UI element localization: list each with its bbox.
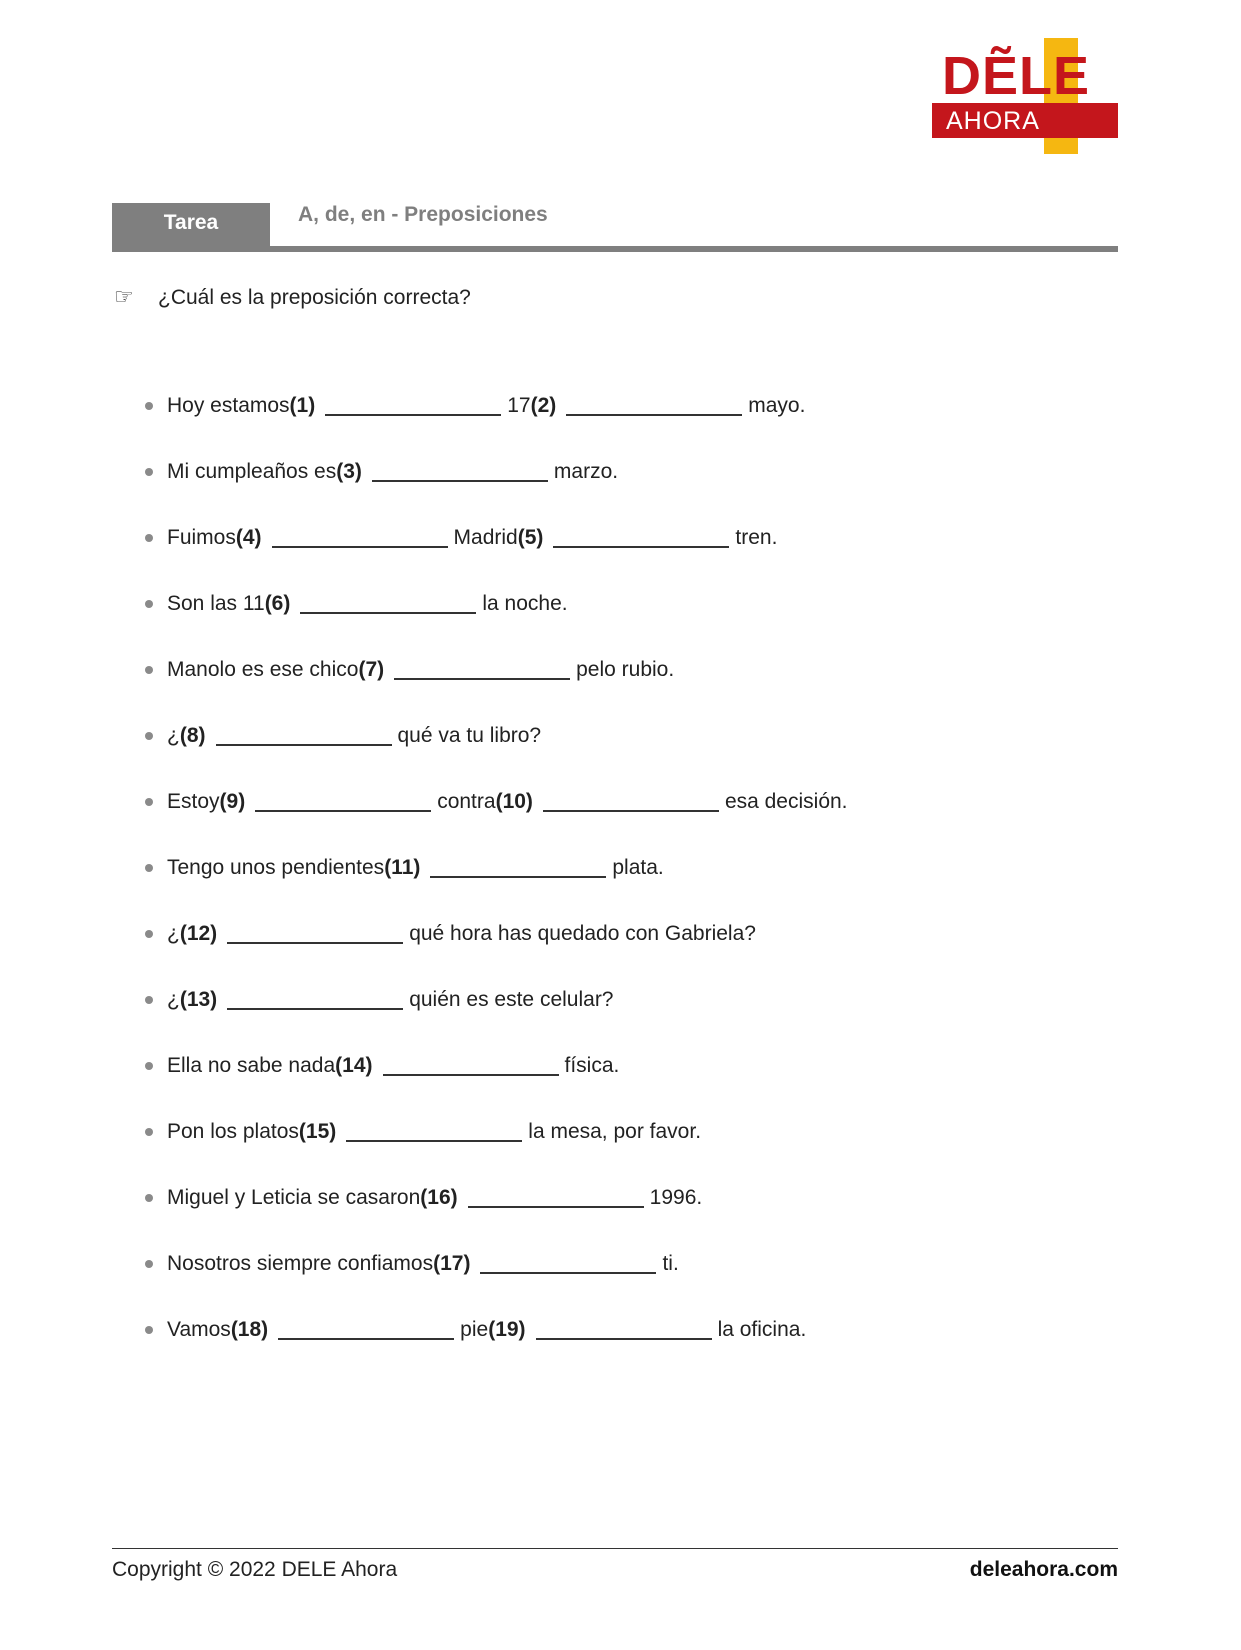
bullet-icon [145, 1062, 153, 1070]
exercise-text: Ella no sabe nada [167, 1054, 336, 1077]
bullet-icon [145, 1260, 153, 1268]
answer-blank[interactable] [372, 456, 548, 482]
exercise-text: Miguel y Leticia se casaron [167, 1186, 421, 1209]
exercise-text: Nosotros siempre confiamos [167, 1252, 434, 1275]
exercise-item [145, 786, 848, 852]
exercise-item [145, 456, 848, 522]
exercise-text: física. [564, 1054, 620, 1077]
answer-blank[interactable] [300, 588, 476, 614]
pointing-hand-icon: ☞ [114, 285, 134, 310]
answer-blank[interactable] [227, 918, 403, 944]
exercise-item [145, 918, 848, 984]
dele-ahora-logo [932, 38, 1118, 154]
exercise-text: contra [437, 790, 496, 813]
exercise-item [145, 1050, 848, 1116]
answer-blank[interactable] [480, 1248, 656, 1274]
bullet-icon [145, 1326, 153, 1334]
answer-blank[interactable] [227, 984, 403, 1010]
bullet-icon [145, 600, 153, 608]
exercise-item [145, 522, 848, 588]
exercise-text: ¿ [167, 988, 180, 1011]
bullet-icon [145, 996, 153, 1004]
logo-ahora-text: AHORA [946, 107, 1040, 135]
blank-number: (11) [384, 856, 421, 879]
answer-blank[interactable] [325, 390, 501, 416]
answer-blank[interactable] [383, 1050, 559, 1076]
blank-number: (8) [179, 724, 206, 747]
exercise-text: Fuimos [167, 526, 236, 549]
exercise-item [145, 720, 848, 786]
answer-blank[interactable] [346, 1116, 522, 1142]
header-rule [112, 246, 1118, 252]
exercise-text: qué hora has quedado con Gabriela? [409, 922, 756, 945]
exercise-text: quién es este celular? [409, 988, 614, 1011]
blank-number: (14) [335, 1054, 373, 1077]
answer-blank[interactable] [536, 1314, 712, 1340]
exercise-text: la mesa, por favor. [528, 1120, 702, 1143]
exercise-text: Manolo es ese chico [167, 658, 359, 681]
copyright-text: Copyright © 2022 DELE Ahora [112, 1558, 398, 1581]
blank-number: (6) [264, 592, 291, 615]
task-tag: Tarea [112, 203, 270, 249]
exercise-text: tren. [735, 526, 778, 549]
blank-number: (5) [517, 526, 544, 549]
exercise-item [145, 1116, 848, 1182]
exercise-text: 1996. [649, 1186, 703, 1209]
answer-blank[interactable] [394, 654, 570, 680]
footer-rule [112, 1548, 1118, 1549]
exercise-text: Mi cumpleaños es [167, 460, 337, 483]
blank-number: (3) [336, 460, 362, 483]
bullet-icon [145, 468, 153, 476]
exercise-text: marzo. [553, 460, 619, 483]
exercise-item [145, 984, 848, 1050]
bullet-icon [145, 666, 153, 674]
exercise-list [145, 390, 848, 1380]
exercise-item [145, 1248, 848, 1314]
blank-number: (1) [289, 394, 316, 417]
page-title: A, de, en - Preposiciones [298, 203, 548, 226]
blank-number: (12) [179, 922, 218, 945]
exercise-text: qué va tu libro? [397, 724, 542, 747]
bullet-icon [145, 1128, 153, 1136]
instruction-text: ¿Cuál es la preposición correcta? [158, 286, 471, 309]
bullet-icon [145, 534, 153, 542]
answer-blank[interactable] [216, 720, 392, 746]
exercise-text: pie [460, 1318, 489, 1341]
site-link[interactable]: deleahora.com [969, 1558, 1118, 1581]
exercise-text: la oficina. [717, 1318, 807, 1341]
exercise-item [145, 1314, 848, 1380]
blank-number: (16) [420, 1186, 458, 1209]
exercise-text: ¿ [167, 724, 180, 747]
bullet-icon [145, 864, 153, 872]
answer-blank[interactable] [272, 522, 448, 548]
blank-number: (13) [179, 988, 218, 1011]
exercise-text: Pon los platos [167, 1120, 299, 1143]
answer-blank[interactable] [278, 1314, 454, 1340]
blank-number: (17) [433, 1252, 471, 1275]
blank-number: (4) [235, 526, 262, 549]
answer-blank[interactable] [468, 1182, 644, 1208]
blank-number: (18) [230, 1318, 269, 1341]
blank-number: (19) [488, 1318, 526, 1341]
exercise-item [145, 588, 848, 654]
exercise-text: Estoy [167, 790, 220, 813]
blank-number: (10) [495, 790, 533, 813]
exercise-text: Madrid [453, 526, 518, 549]
exercise-text: la noche. [482, 592, 568, 615]
exercise-text: ¿ [167, 922, 180, 945]
exercise-text: plata. [612, 856, 664, 879]
answer-blank[interactable] [566, 390, 742, 416]
answer-blank[interactable] [543, 786, 719, 812]
blank-number: (7) [358, 658, 385, 681]
exercise-item [145, 852, 848, 918]
exercise-text: Hoy estamos [167, 394, 290, 417]
bullet-icon [145, 930, 153, 938]
exercise-text: Vamos [167, 1318, 231, 1341]
exercise-text: Tengo unos pendientes [167, 856, 385, 879]
exercise-text: Son las 11 [167, 592, 265, 615]
exercise-item [145, 1182, 848, 1248]
bullet-icon [145, 732, 153, 740]
answer-blank[interactable] [553, 522, 729, 548]
exercise-item [145, 654, 848, 720]
instruction [114, 283, 471, 313]
exercise-text: pelo rubio. [576, 658, 675, 681]
exercise-item [145, 390, 848, 456]
bullet-icon [145, 798, 153, 806]
exercise-text: esa decisión. [724, 790, 848, 813]
logo-dele-text: DẼLE [942, 46, 1091, 106]
answer-blank[interactable] [255, 786, 431, 812]
exercise-text: ti. [662, 1252, 679, 1275]
blank-number: (9) [219, 790, 246, 813]
answer-blank[interactable] [430, 852, 606, 878]
blank-number: (2) [530, 394, 557, 417]
bullet-icon [145, 402, 153, 410]
section-header [112, 203, 1118, 249]
blank-number: (15) [298, 1120, 337, 1143]
bullet-icon [145, 1194, 153, 1202]
exercise-text: mayo. [748, 394, 806, 417]
exercise-text: 17 [507, 394, 531, 417]
